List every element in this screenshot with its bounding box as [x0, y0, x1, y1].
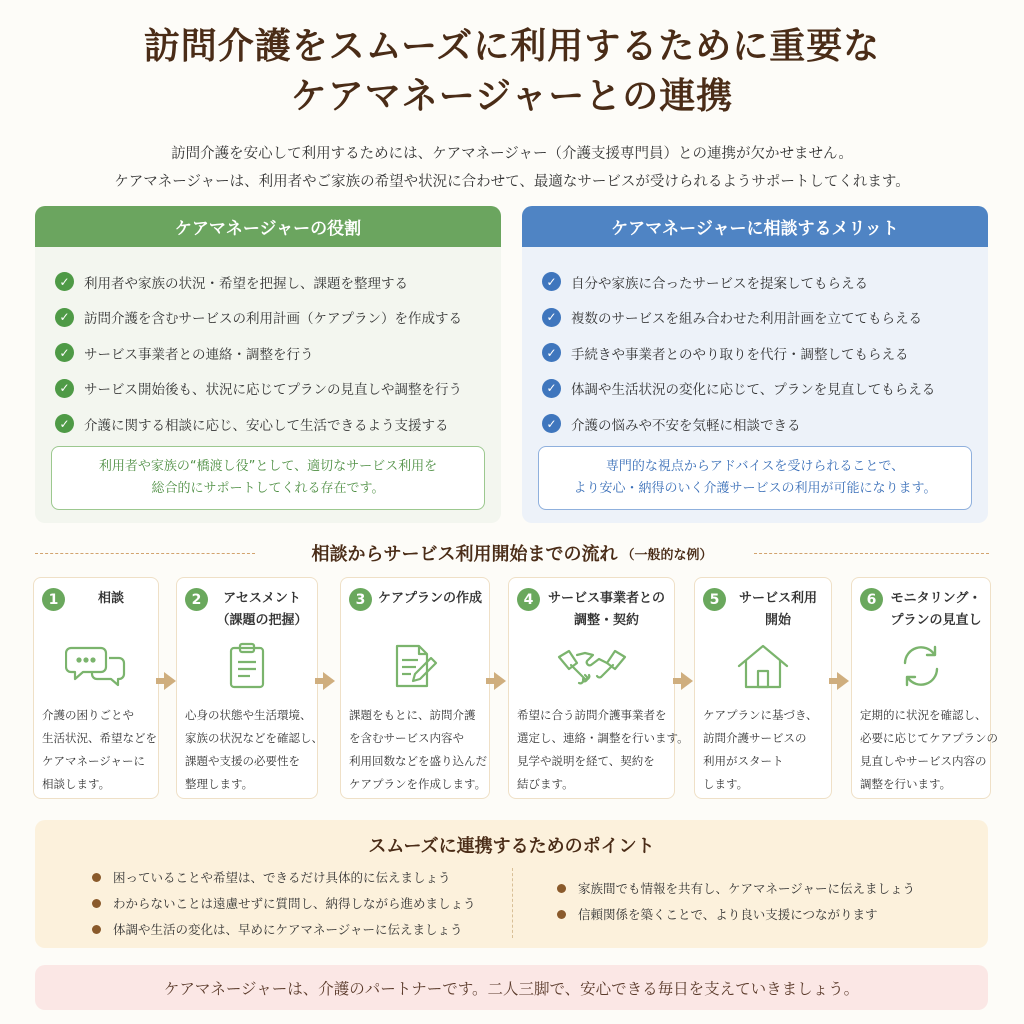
desc-line: 見学や説明を経て、契約を [517, 754, 655, 768]
refresh-cycle-icon [852, 640, 990, 692]
flow-step-3 [340, 577, 490, 799]
role-note [51, 446, 485, 510]
desc-line: 利用回数などを盛り込んだ [349, 754, 487, 768]
step-title-line-1: ケアプランの作成 [377, 591, 482, 606]
bullet-icon [557, 910, 566, 919]
list-item [92, 916, 476, 942]
list-item [542, 264, 988, 300]
step-title-line-2: プランの見直し [890, 613, 982, 628]
desc-line: ケアプランを作成します。 [349, 777, 487, 791]
desc-line: 整理します。 [185, 777, 254, 791]
desc-line: 必要に応じてケアプランの [860, 731, 998, 745]
list-item [55, 406, 501, 442]
page-title [0, 22, 1024, 122]
list-item [542, 406, 988, 442]
check-icon: ✓ [542, 308, 561, 327]
check-icon: ✓ [55, 343, 74, 362]
merit-card [522, 206, 988, 523]
desc-line: します。 [703, 777, 749, 791]
list-item [557, 875, 915, 901]
role-note-line-1: 利用者や家族の“橋渡し役”として、適切なサービス利用を [98, 459, 438, 474]
list-item [542, 300, 988, 336]
merit-note-line-1: 専門的な視点からアドバイスを受けられることで、 [605, 459, 905, 474]
desc-line: 心身の状態や生活環境、 [185, 708, 312, 722]
step-title-line-2: 調整・契約 [573, 613, 639, 628]
check-icon: ✓ [55, 308, 74, 327]
check-icon: ✓ [55, 272, 74, 291]
list-item [55, 300, 501, 336]
arrow-right-icon [494, 672, 506, 690]
merit-note-line-2: より安心・納得のいく介護サービスの利用が可能になります。 [573, 481, 937, 496]
merit-list [522, 247, 988, 442]
step-title-line-1: アセスメント [223, 591, 301, 606]
desc-line: 家族の状況などを確認し、 [185, 731, 323, 745]
title-line-1: 訪問介護をスムーズに利用するために重要な [143, 26, 881, 67]
document-pen-icon [341, 640, 489, 692]
step-title [729, 588, 827, 632]
step-number: 2 [185, 588, 208, 611]
list-item-text: 家族間でも情報を共有し、ケアマネージャーに伝えましょう [578, 881, 916, 896]
desc-line: を含むサービス内容や [349, 731, 464, 745]
check-icon: ✓ [55, 379, 74, 398]
check-icon: ✓ [542, 414, 561, 433]
list-item [55, 335, 501, 371]
house-icon [695, 640, 831, 692]
intro-text [0, 140, 1024, 196]
list-item [557, 901, 915, 927]
list-item-text: 自分や家族に合ったサービスを提案してもらえる [571, 275, 868, 292]
desc-line: 希望に合う訪問介護事業者を [517, 708, 667, 722]
flow-step-1 [33, 577, 159, 799]
divider [512, 868, 513, 938]
arrow-right-icon [164, 672, 176, 690]
list-item-text: 手続きや事業者とのやり取りを代行・調整してもらえる [571, 346, 909, 363]
step-description [703, 704, 825, 796]
role-note-line-2: 総合的にサポートしてくれる存在です。 [151, 481, 385, 496]
step-title [543, 588, 670, 632]
list-item [55, 371, 501, 407]
step-description [860, 704, 998, 796]
list-item-text: 体調や生活状況の変化に応じて、プランを見直してもらえる [571, 382, 936, 399]
chat-bubbles-icon [34, 640, 158, 692]
step-description [42, 704, 157, 796]
step-title [886, 588, 986, 632]
list-item [55, 264, 501, 300]
desc-line: 生活状況、希望などを [42, 731, 157, 745]
role-card-heading: ケアマネージャーの役割 [35, 206, 501, 247]
step-number: 3 [349, 588, 372, 611]
step-description [185, 704, 323, 796]
step-title-line-1: サービス事業者との [547, 591, 665, 606]
bullet-icon [92, 899, 101, 908]
divider [35, 553, 255, 554]
divider [754, 553, 989, 554]
flow-title: 相談からサービス利用開始までの流れ [311, 544, 618, 565]
check-icon: ✓ [55, 414, 74, 433]
role-card [35, 206, 501, 523]
desc-line: ケアプランに基づき、 [703, 708, 818, 722]
merit-card-heading: ケアマネージャーに相談するメリット [522, 206, 988, 247]
points-list-right [557, 875, 915, 927]
check-icon: ✓ [542, 343, 561, 362]
step-number: 6 [860, 588, 883, 611]
merit-note [538, 446, 972, 510]
flow-subtitle: （一般的な例） [621, 547, 713, 563]
points-panel [35, 820, 988, 948]
check-icon: ✓ [542, 272, 561, 291]
list-item-text: 信頼関係を築くことで、より良い支援につながります [578, 907, 878, 922]
desc-line: ケアマネージャーに [42, 754, 146, 768]
list-item [542, 371, 988, 407]
step-title-line-1: モニタリング・ [890, 591, 982, 606]
points-list-left [92, 864, 476, 942]
step-description [517, 704, 689, 796]
list-item-text: サービス開始後も、状況に応じてプランの見直しや調整を行う [84, 382, 462, 399]
bullet-icon [92, 925, 101, 934]
intro-line-1: 訪問介護を安心して利用するためには、ケアマネージャー（介護支援専門員）との連携が欠かせません。 [171, 146, 853, 162]
step-description [349, 704, 487, 796]
list-item-text: 訪問介護を含むサービスの利用計画（ケアプラン）を作成する [84, 311, 462, 328]
arrow-right-icon [323, 672, 335, 690]
role-list [35, 247, 501, 442]
list-item-text: 複数のサービスを組み合わせた利用計画を立ててもらえる [571, 311, 922, 328]
list-item [542, 335, 988, 371]
flow-heading [0, 538, 1024, 568]
step-title-line-2: 開始 [764, 613, 791, 628]
desc-line: 選定し、連絡・調整を行います。 [517, 731, 689, 745]
list-item-text: 困っていることや希望は、できるだけ具体的に伝えましょう [113, 870, 451, 885]
list-item-text: わからないことは遠慮せずに質問し、納得しながら進めましょう [113, 896, 476, 911]
step-title [375, 588, 485, 610]
desc-line: 課題や支援の必要性を [185, 754, 300, 768]
list-item [92, 864, 476, 890]
list-item-text: 介護の悩みや不安を気軽に相談できる [571, 417, 801, 434]
desc-line: 相談します。 [42, 777, 111, 791]
arrow-right-icon [681, 672, 693, 690]
desc-line: 定期的に状況を確認し、 [860, 708, 987, 722]
list-item-text: 利用者や家族の状況・希望を把握し、課題を整理する [84, 275, 408, 292]
desc-line: 課題をもとに、訪問介護 [349, 708, 476, 722]
desc-line: 訪問介護サービスの [703, 731, 807, 745]
title-line-2: ケアマネージャーとの連携 [290, 76, 734, 117]
flow-step-5 [694, 577, 832, 799]
desc-line: 介護の困りごとや [42, 708, 134, 722]
handshake-icon [509, 640, 674, 692]
list-item [92, 890, 476, 916]
desc-line: 利用がスタート [703, 754, 784, 768]
list-item-text: サービス事業者との連絡・調整を行う [84, 346, 314, 363]
step-number: 4 [517, 588, 540, 611]
bullet-icon [92, 873, 101, 882]
step-number: 1 [42, 588, 65, 611]
step-number: 5 [703, 588, 726, 611]
flow-step-4 [508, 577, 689, 799]
check-icon: ✓ [542, 379, 561, 398]
flow-step-2 [176, 577, 323, 799]
intro-line-2: ケアマネージャーは、利用者やご家族の希望や状況に合わせて、最適なサービスが受けられるようサポートしてくれます。 [114, 174, 910, 190]
step-title [211, 588, 313, 632]
points-title: スムーズに連携するためのポイント [368, 836, 655, 857]
step-title [68, 588, 154, 610]
clipboard-icon [177, 640, 317, 692]
desc-line: 結びます。 [517, 777, 574, 791]
list-item-text: 介護に関する相談に応じ、安心して生活できるよう支援する [84, 417, 449, 434]
list-item-text: 体調や生活の変化は、早めにケアマネージャーに伝えましょう [113, 922, 463, 937]
footer-message: ケアマネージャーは、介護のパートナーです。二人三脚で、安心できる毎日を支えていきましょう。 [35, 965, 988, 1010]
step-title-line-1: サービス利用 [738, 591, 817, 606]
step-title-line-1: 相談 [97, 591, 124, 606]
arrow-right-icon [837, 672, 849, 690]
bullet-icon [557, 884, 566, 893]
flow-step-6 [851, 577, 998, 799]
step-title-line-2: （課題の把握） [216, 613, 308, 628]
desc-line: 見直しやサービス内容の [860, 754, 987, 768]
desc-line: 調整を行います。 [860, 777, 952, 791]
